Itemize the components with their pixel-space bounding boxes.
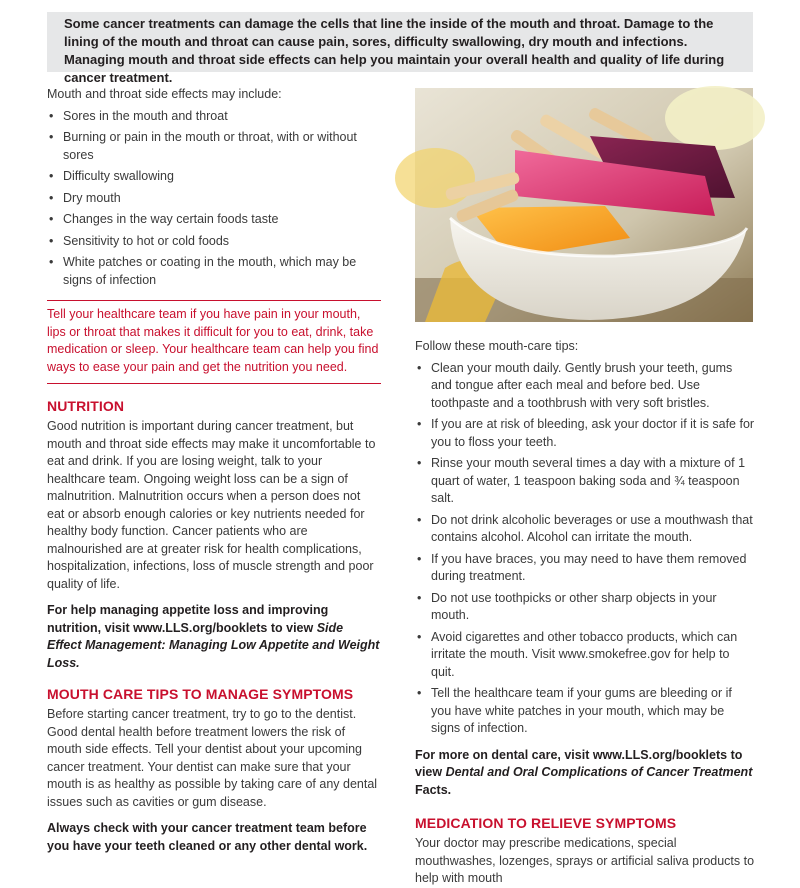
list-item: • Do not drink alcoholic beverages or use a mouthwash that contains alcohol. Alcohol can irritate the mouth.: [415, 512, 755, 547]
side-effects-lead: Mouth and throat side effects may include:: [47, 87, 282, 101]
mouth-care-heading: MOUTH CARE TIPS TO MANAGE SYMPTOMS: [47, 686, 354, 702]
right-column: [415, 88, 755, 888]
list-item: • Sensitivity to hot or cold foods: [47, 233, 381, 251]
nutrition-more-link[interactable]: [47, 602, 381, 672]
left-column: [47, 86, 381, 855]
nutrition-more-title: Side Effect Management: Managing Low Appetite and Weight Loss.: [47, 620, 380, 670]
pain-callout: [47, 300, 381, 384]
tips-list: [415, 360, 755, 738]
dental-more-suffix: Facts.: [415, 782, 452, 797]
side-effects-list: [47, 108, 381, 290]
list-item: • Changes in the way certain foods taste: [47, 211, 381, 229]
list-item: • Dry mouth: [47, 190, 381, 208]
medication-heading: MEDICATION TO RELIEVE SYMPTOMS: [415, 815, 677, 831]
dental-warning: Always check with your cancer treatment team before you have your teeth cleaned or any other dental work.: [47, 821, 368, 853]
list-item: • Sores in the mouth and throat: [47, 108, 381, 126]
mouth-care-body: Before starting cancer treatment, try to go to the dentist. Good dental health before treatment lowers the risk of mouth side effects. Tell your dentist about your upcoming cancer treatment. Your dentist can make sure that your mouth is as healthy as possible by taking care of any dental issues such as cavities or gum disease.: [47, 707, 378, 809]
dental-more-title: Dental and Oral Complications of Cancer Treatment: [445, 765, 753, 779]
list-item: • Rinse your mouth several times a day with a mixture of 1 quart of water, 1 teaspoon baking soda and ¾ teaspoon salt.: [415, 455, 755, 508]
list-item: • Clean your mouth daily. Gently brush your teeth, gums and tongue after each meal and before bed. Use toothpaste and a toothbrush with very soft bristles.: [415, 360, 755, 413]
popsicles-photo: [415, 88, 753, 322]
medication-body: Your doctor may prescribe medications, special mouthwashes, lozenges, sprays or artificial saliva products to help with mouth: [415, 836, 755, 885]
list-item: • If you have braces, you may need to have them removed during treatment.: [415, 551, 755, 586]
list-item: • Avoid cigarettes and other tobacco products, which can irritate the mouth. Visit www.smokefree.gov for help to quit.: [415, 629, 755, 682]
intro-box: [47, 12, 753, 85]
list-item: • Tell the healthcare team if your gums are bleeding or if you have white patches in your mouth, which may be signs of infection.: [415, 685, 755, 738]
intro-text: Some cancer treatments can damage the cells that line the inside of the mouth and throat. Damage to the lining of the mouth and throat can cause pain, sores, difficulty swallowing, dry mouth and infections. Managing mouth and throat side effects can help you maintain your overall health and quality of life during cancer treatment.: [64, 16, 725, 85]
tips-lead: Follow these mouth-care tips:: [415, 339, 579, 353]
callout-text: Tell your healthcare team if you have pain in your mouth, lips or throat that makes it difficult for you to eat, drink, take medication or sleep. Your healthcare team can help you find ways to ease your pain and get the nutrition you need.: [47, 307, 379, 374]
list-item: • White patches or coating in the mouth, which may be signs of infection: [47, 254, 381, 289]
dental-more-prefix: For more on dental care, visit www.LLS.org/booklets to view: [415, 747, 743, 779]
list-item: • Do not use toothpicks or other sharp objects in your mouth.: [415, 590, 755, 625]
nutrition-body: Good nutrition is important during cancer treatment, but mouth and throat side effects may make it uncomfortable to eat and drink. If you are losing weight, talk to your healthcare team. Ongoing weight loss can be a sign of malnutrition. Malnutrition occurs when a person does not eat or absorb enough calories or key nutrients needed for healthy body function. Cancer patients who are malnourished are at greater risk for health complications, hospitalization, infections, loss of muscle strength and poor quality of life.: [47, 419, 376, 591]
list-item: • If you are at risk of bleeding, ask your doctor if it is safe for you to floss your teeth.: [415, 416, 755, 451]
nutrition-heading: NUTRITION: [47, 398, 125, 414]
list-item: • Burning or pain in the mouth or throat, with or without sores: [47, 129, 381, 164]
nutrition-more-prefix: For help managing appetite loss and improving nutrition, visit www.LLS.org/booklets to view: [47, 603, 329, 635]
popsicles-image: [415, 88, 753, 322]
list-item: • Difficulty swallowing: [47, 168, 381, 186]
dental-more-link[interactable]: [415, 747, 755, 800]
